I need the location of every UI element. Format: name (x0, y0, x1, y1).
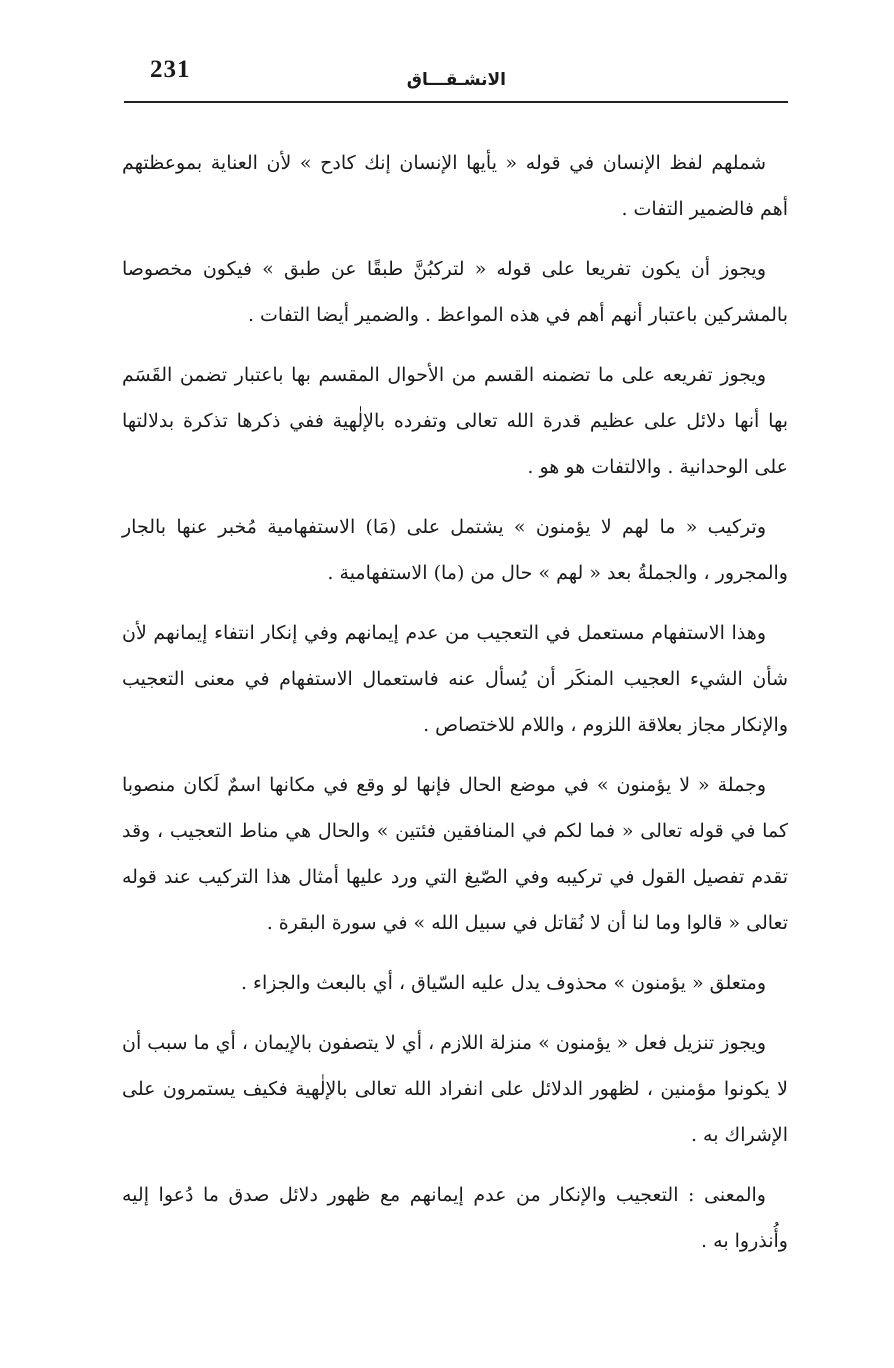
paragraph: ويجوز أن يكون تفريعا على قوله « لتركبُنَّ طبقًا عن طبق » فيكون مخصوصا بالمشركين باعتبار أنهم أهم في هذه المواعظ . والضمير أيضا التفات . (122, 258, 788, 326)
paragraph: والمعنى : التعجيب والإنكار من عدم إيمانهم مع ظهور دلائل صدق ما دُعوا إليه وأُنذروا به . (122, 1184, 788, 1252)
page-number: 231 (150, 56, 191, 83)
paragraph: ويجوز تنزيل فعل « يؤمنون » منزلة اللازم ، أي لا يتصفون بالإيمان ، أي ما سبب أن لا يكونوا مؤمنين ، لظهور الدلائل على انفراد الله تعالى بالإلٰهية فكيف يستمرون على الإشراك به . (122, 1032, 788, 1146)
paragraph: ومتعلق « يؤمنون » محذوف يدل عليه السّياق ، أي بالبعث والجزاء . (240, 972, 766, 994)
paragraph: ويجوز تفريعه على ما تضمنه القسم من الأحوال المقسم بها باعتبار تضمن القَسَم بها أنها دلائل على عظيم قدرة الله تعالى وتفرده بالإلٰهية ففي ذكرها تذكرة بدلالتها على الوحدانية . والالتفات هو هو . (122, 364, 788, 478)
paragraph: وتركيب « ما لهم لا يؤمنون » يشتمل على (مَا) الاستفهامية مُخبر عنها بالجار والمجرور ، والجملةُ بعد « لهم » حال من (ما) الاستفهامية . (122, 516, 788, 584)
page-body (122, 140, 788, 1278)
paragraph: وجملة « لا يؤمنون » في موضع الحال فإنها لو وقع في مكانها اسمٌ لَكان منصوبا كما في قوله تعالى « فما لكم في المنافقين فئتين » والحال هي مناط التعجيب ، وقد تقدم تفصيل القول في تركيبه وفي الصّيغ التي ورد عليها أمثال هذا التركيب عند قوله تعالى « قالوا وما لنا أن لا نُقاتل في سبيل الله » في سورة البقرة . (122, 774, 788, 934)
paragraph: وهذا الاستفهام مستعمل في التعجيب من عدم إيمانهم وفي إنكار انتفاء إيمانهم لأن شأن الشيء العجيب المنكَر أن يُسأل عنه فاستعمال الاستفهام في معنى التعجيب والإنكار مجاز بعلاقة اللزوم ، واللام للاختصاص . (122, 622, 788, 736)
page-header (124, 56, 788, 98)
paragraph: شملهم لفظ الإنسان في قوله « يأيها الإنسان إنك كادح » لأن العناية بموعظتهم أهم فالضمير التفات . (122, 152, 788, 220)
header-rule (124, 101, 788, 103)
running-title: الانشـقـــاق (406, 70, 506, 90)
